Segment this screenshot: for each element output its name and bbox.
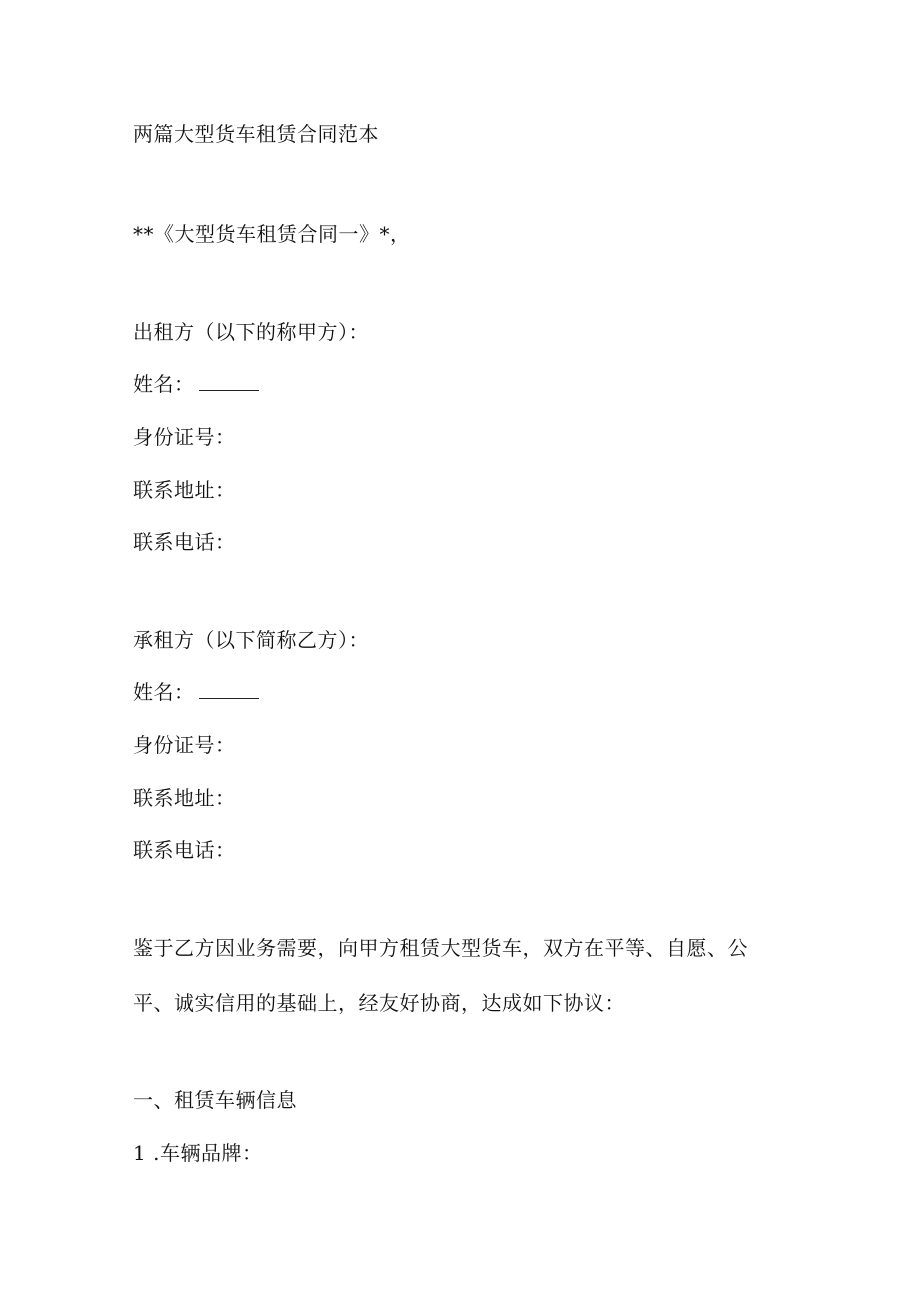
section1-item1: 1 .车辆品牌： <box>133 1141 263 1165</box>
lessee-name-label: 姓名： <box>133 680 195 704</box>
lessee-phone-label: 联系电话： <box>133 838 236 862</box>
lessee-name-row <box>133 680 259 704</box>
lessor-address-label: 联系地址： <box>133 478 236 502</box>
preamble-line-1: 鉴于乙方因业务需要，向甲方租赁大型货车，双方在平等、自愿、公 <box>133 936 748 960</box>
lessor-name-blank <box>199 376 259 391</box>
lessee-address-label: 联系地址： <box>133 786 236 810</box>
document-title: 两篇大型货车租赁合同范本 <box>133 122 379 146</box>
lessor-id-label: 身份证号： <box>133 425 236 449</box>
preamble-line-2: 平、诚实信用的基础上，经友好协商，达成如下协议： <box>133 991 625 1015</box>
lessor-phone-label: 联系电话： <box>133 530 236 554</box>
lessee-name-blank <box>199 684 259 699</box>
lessee-heading: 承租方（以下简称乙方）： <box>133 628 369 652</box>
lessor-name-row <box>133 372 259 396</box>
lessor-heading: 出租方（以下的称甲方）： <box>133 320 369 344</box>
lessee-id-label: 身份证号： <box>133 733 236 757</box>
contract-subtitle: **《大型货车租赁合同一》*， <box>133 222 411 246</box>
section1-heading: 一、租赁车辆信息 <box>133 1088 297 1112</box>
lessor-name-label: 姓名： <box>133 372 195 396</box>
